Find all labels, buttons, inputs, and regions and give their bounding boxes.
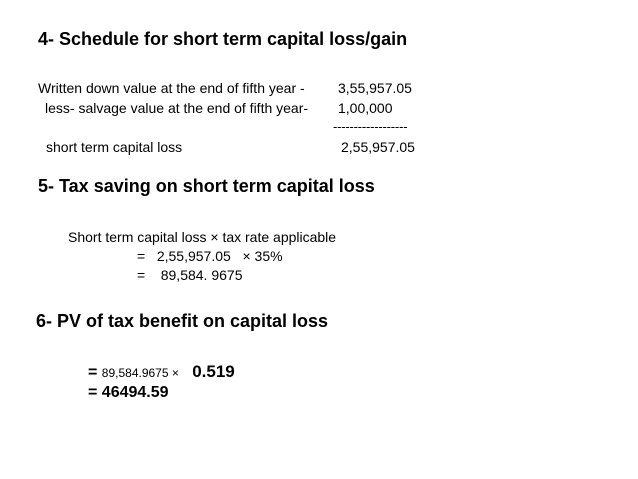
pv-line-1 <box>88 362 235 382</box>
pv-amount: 89,584.9675 × <box>101 366 179 380</box>
wdv-value: 3,55,957.05 <box>338 80 412 96</box>
stcl-value: 2,55,957.05 <box>341 139 415 155</box>
tax-step-1: = 2,55,957.05 × 35% <box>137 248 283 264</box>
stcl-label: short term capital loss <box>46 139 183 155</box>
section6-heading: 6- PV of tax benefit on capital loss <box>36 311 329 331</box>
pv-factor: 0.519 <box>192 362 235 381</box>
salvage-label: less- salvage value at the end of fifth year- <box>45 100 309 116</box>
pv-result: = 46494.59 <box>88 384 169 401</box>
wdv-label: Written down value at the end of fifth year - <box>38 80 305 96</box>
tax-step-2: = 89,584. 9675 <box>137 267 243 283</box>
section4-heading: 4- Schedule for short term capital loss/gain <box>38 29 408 49</box>
section5-heading: 5- Tax saving on short term capital loss <box>38 176 375 196</box>
tax-formula: Short term capital loss × tax rate applicable <box>68 229 337 245</box>
pv-equals: = <box>88 364 102 381</box>
salvage-value: 1,00,000 <box>338 100 393 116</box>
sum-divider: ------------------ <box>333 119 408 134</box>
